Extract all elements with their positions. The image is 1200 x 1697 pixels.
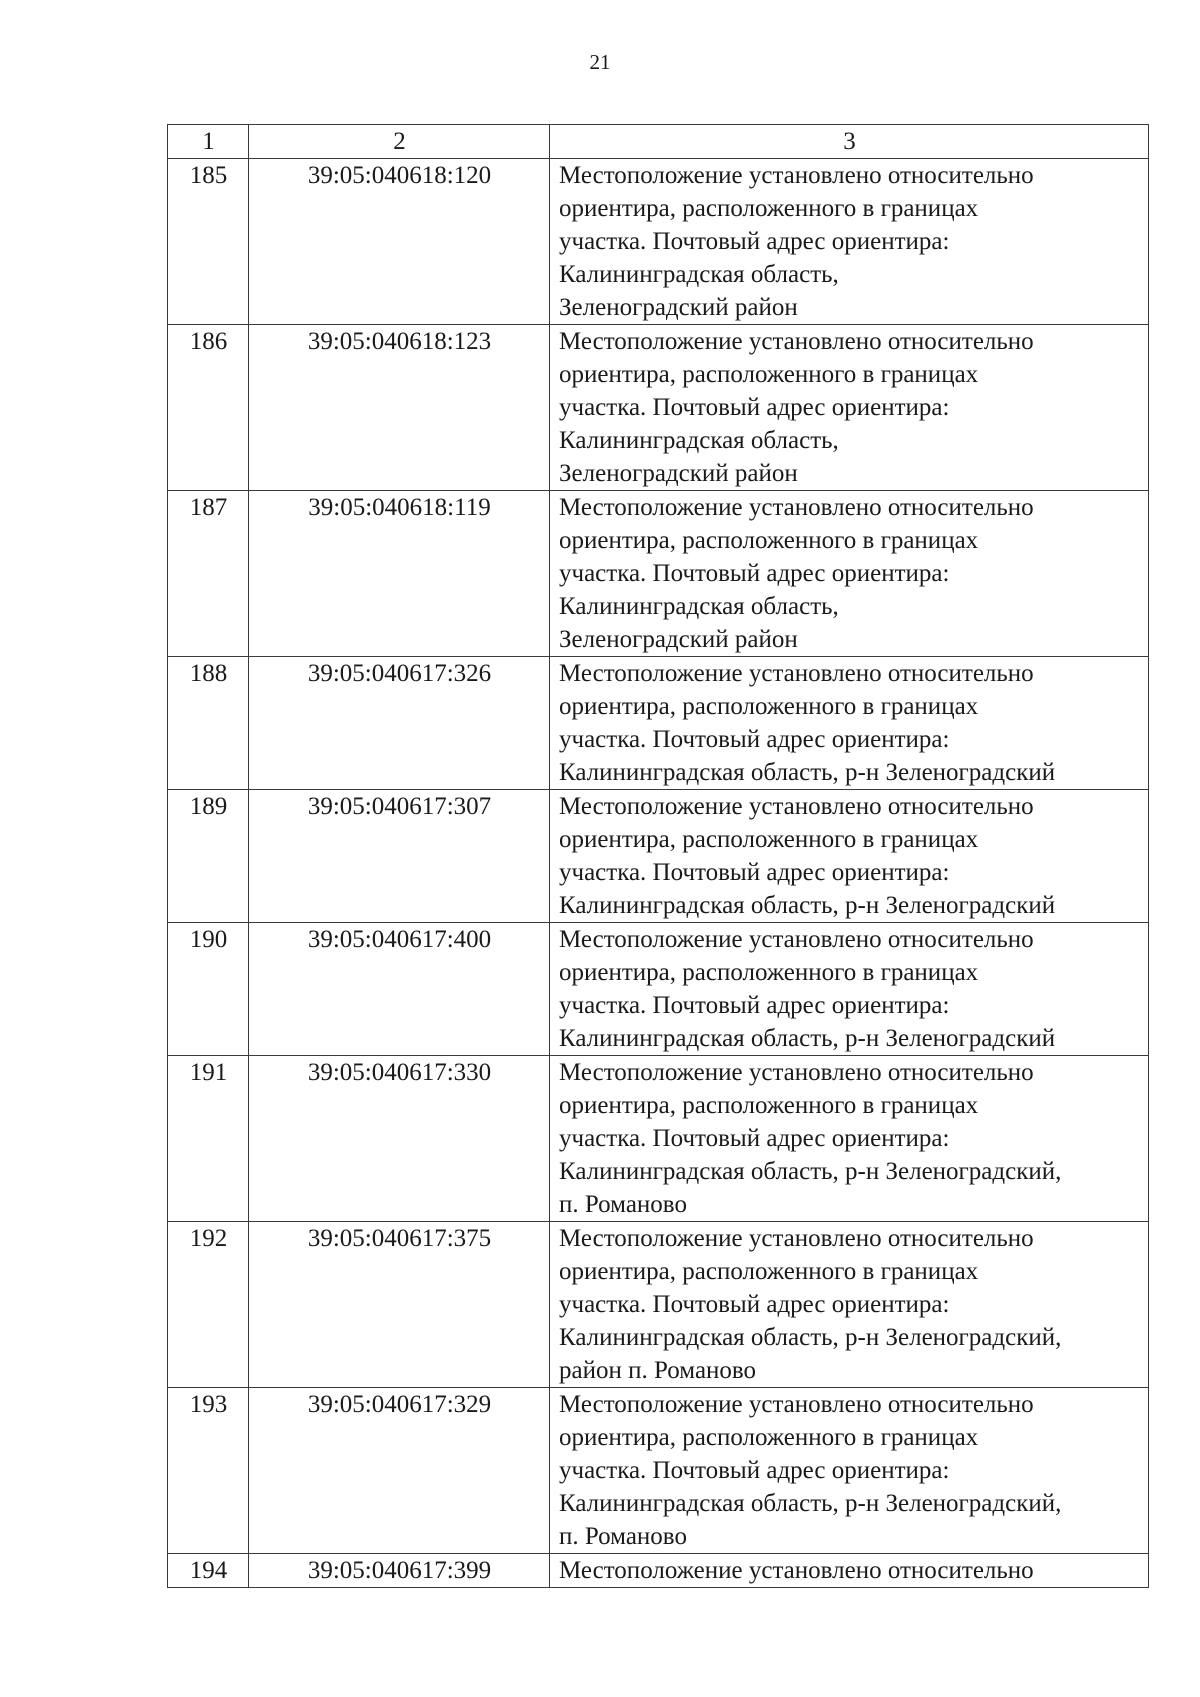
table-row: [168, 923, 1149, 1056]
location-line: п. Романово: [559, 1523, 687, 1550]
location-line: ориентира, расположенного в границах: [559, 1424, 979, 1451]
location-line: Зеленоградский район: [559, 626, 798, 653]
location-line: Зеленоградский район: [559, 460, 798, 487]
location-line: Калининградская область, р-н Зеленоградский,: [559, 1490, 1062, 1517]
location-line: Местоположение установлено относительно: [559, 926, 1034, 953]
table-row: [168, 1388, 1149, 1554]
table-row: [168, 657, 1149, 790]
location-line: Местоположение установлено относительно: [559, 494, 1034, 521]
location-line: ориентира, расположенного в границах: [559, 1258, 979, 1285]
location-line: Местоположение установлено относительно: [559, 1557, 1034, 1584]
row-number: 192: [168, 1222, 249, 1388]
cadastral-number: 39:05:040617:329: [249, 1388, 550, 1554]
location-line: Калининградская область, р-н Зеленоградский,: [559, 1324, 1062, 1351]
row-number: 189: [168, 790, 249, 923]
location-line: участка. Почтовый адрес ориентира:: [559, 394, 950, 421]
row-number: 185: [168, 159, 249, 325]
column-header-2: 2: [249, 125, 550, 159]
table-row: [168, 1554, 1149, 1588]
location-line: участка. Почтовый адрес ориентира:: [559, 992, 950, 1019]
location-line: участка. Почтовый адрес ориентира:: [559, 1291, 950, 1318]
location-line: участка. Почтовый адрес ориентира:: [559, 1125, 950, 1152]
row-number: 191: [168, 1056, 249, 1222]
location-description: [550, 1554, 1149, 1588]
location-description: [550, 657, 1149, 790]
location-description: [550, 1056, 1149, 1222]
location-description: [550, 1388, 1149, 1554]
location-line: участка. Почтовый адрес ориентира:: [559, 859, 950, 886]
location-line: Местоположение установлено относительно: [559, 1391, 1034, 1418]
location-line: ориентира, расположенного в границах: [559, 1092, 979, 1119]
location-line: ориентира, расположенного в границах: [559, 826, 979, 853]
row-number: 188: [168, 657, 249, 790]
location-line: ориентира, расположенного в границах: [559, 527, 979, 554]
location-line: ориентира, расположенного в границах: [559, 693, 979, 720]
location-line: Зеленоградский район: [559, 294, 798, 321]
location-line: Калининградская область,: [559, 593, 839, 620]
location-line: Местоположение установлено относительно: [559, 793, 1034, 820]
location-description: [550, 325, 1149, 491]
location-line: ориентира, расположенного в границах: [559, 959, 979, 986]
location-line: Калининградская область, р-н Зеленоградский,: [559, 1158, 1062, 1185]
location-line: участка. Почтовый адрес ориентира:: [559, 726, 950, 753]
cadastral-number: 39:05:040618:123: [249, 325, 550, 491]
table-row: [168, 1222, 1149, 1388]
row-number: 190: [168, 923, 249, 1056]
location-line: район п. Романово: [559, 1357, 757, 1384]
land-plot-table: [167, 124, 1149, 1588]
table-row: [168, 790, 1149, 923]
row-number: 187: [168, 491, 249, 657]
cadastral-number: 39:05:040617:326: [249, 657, 550, 790]
location-line: Калининградская область,: [559, 261, 839, 288]
location-line: Местоположение установлено относительно: [559, 1059, 1034, 1086]
cadastral-number: 39:05:040617:307: [249, 790, 550, 923]
cadastral-number: 39:05:040617:330: [249, 1056, 550, 1222]
table-row: [168, 325, 1149, 491]
location-line: участка. Почтовый адрес ориентира:: [559, 1457, 950, 1484]
cadastral-number: 39:05:040618:120: [249, 159, 550, 325]
location-description: [550, 159, 1149, 325]
location-line: Местоположение установлено относительно: [559, 660, 1034, 687]
location-line: п. Романово: [559, 1191, 687, 1218]
location-line: участка. Почтовый адрес ориентира:: [559, 228, 950, 255]
table-row: [168, 159, 1149, 325]
location-line: Калининградская область, р-н Зеленоградский: [559, 892, 1056, 919]
location-line: ориентира, расположенного в границах: [559, 195, 979, 222]
row-number: 186: [168, 325, 249, 491]
page-number: 21: [589, 50, 611, 74]
location-line: ориентира, расположенного в границах: [559, 361, 979, 388]
cadastral-number: 39:05:040617:399: [249, 1554, 550, 1588]
location-line: Калининградская область,: [559, 427, 839, 454]
table-header-row: [168, 125, 1149, 159]
table-row: [168, 1056, 1149, 1222]
table-row: [168, 491, 1149, 657]
location-line: Калининградская область, р-н Зеленоградский: [559, 759, 1056, 786]
row-number: 194: [168, 1554, 249, 1588]
location-line: Местоположение установлено относительно: [559, 328, 1034, 355]
cadastral-number: 39:05:040617:375: [249, 1222, 550, 1388]
location-line: Местоположение установлено относительно: [559, 1225, 1034, 1252]
location-line: Калининградская область, р-н Зеленоградский: [559, 1025, 1056, 1052]
row-number: 193: [168, 1388, 249, 1554]
cadastral-number: 39:05:040617:400: [249, 923, 550, 1056]
location-line: участка. Почтовый адрес ориентира:: [559, 560, 950, 587]
column-header-1: 1: [168, 125, 249, 159]
location-description: [550, 491, 1149, 657]
location-description: [550, 1222, 1149, 1388]
location-description: [550, 790, 1149, 923]
location-line: Местоположение установлено относительно: [559, 162, 1034, 189]
location-description: [550, 923, 1149, 1056]
cadastral-number: 39:05:040618:119: [249, 491, 550, 657]
column-header-3: 3: [550, 125, 1149, 159]
